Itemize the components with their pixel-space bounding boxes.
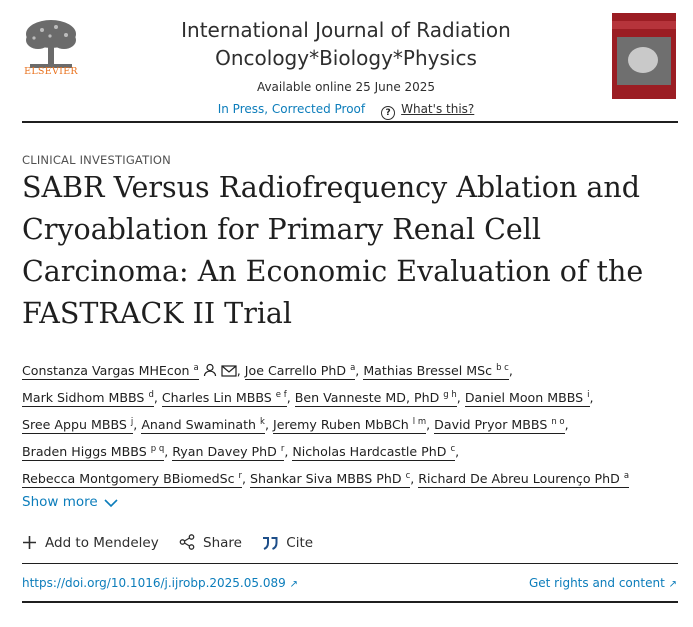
article-title: SABR Versus Radiofrequency Ablation and Cryoablation for Primary Renal Cell Carcinoma: An Economic Evaluation of the FASTRACK II Trial — [22, 171, 644, 330]
header-divider — [22, 121, 678, 123]
author-link[interactable]: Joe Carrello PhD $^a$ — [244, 363, 356, 378]
author-link[interactable]: Sree Appu MBBS $^j$ — [22, 417, 134, 432]
available-online-date: Available online 25 June 2025 — [256, 80, 436, 94]
journal-title[interactable]: International Journal of Radiation Oncology*Biology*Physics — [181, 18, 511, 70]
author-link[interactable]: Mark Sidhom MBBS $^d$ — [22, 390, 154, 405]
help-circle-icon: ? — [381, 106, 395, 120]
show-more-button[interactable] — [22, 494, 118, 510]
share-icon — [179, 534, 195, 550]
journal-cover[interactable] — [612, 13, 676, 99]
author-link[interactable]: Nicholas Hardcastle PhD $^c$ — [292, 444, 456, 459]
cite-button[interactable] — [262, 535, 313, 551]
author-list: Constanza Vargas MHEcon $^a$ , Joe Carrello PhD $^a$, Mathias Bressel MSc $^{b c}$, Mark Sidhom MBBS $^d$, Charles Lin MBBS $^{e f}$, Ben Vanneste MD, PhD $^{g h}$, Daniel Moon MBBS $^i$, Sree Appu MBBS $^j$, Anand Swaminath $^k$, Jeremy Ruben MbBCh $^{l m}$, David Pryor MBBS $^{n o}$, Braden Higgs MBBS $^{p q}$, Ryan Davey PhD $^r$, Nicholas Hardcastle PhD $^c$, Rebecca Montgomery BBiomedSc $^r$, Shankar Siva MBBS PhD $^c$, Richard De Abreu Lourenço PhD $^a$ — [22, 363, 630, 486]
author-link[interactable]: Anand Swaminath $^k$ — [141, 417, 265, 432]
author-link[interactable]: Charles Lin MBBS $^{e f}$ — [161, 390, 287, 405]
quote-icon — [262, 537, 278, 550]
actions-divider — [22, 563, 678, 564]
external-arrow-icon: ↗ — [289, 579, 298, 590]
person-icon[interactable] — [203, 363, 217, 377]
article-section-label: CLINICAL INVESTIGATION — [22, 153, 171, 167]
author-link[interactable]: Jeremy Ruben MbBCh $^{l m}$ — [272, 417, 427, 432]
add-to-mendeley-button[interactable] — [22, 535, 159, 551]
press-status-row — [150, 102, 542, 120]
article-actions — [22, 534, 329, 551]
cover-image-detail — [628, 47, 658, 73]
doi-link[interactable]: https://doi.org/10.1016/j.ijrobp.2025.05.089 ↗ — [22, 576, 298, 590]
chevron-down-icon — [104, 499, 118, 508]
plus-icon — [22, 535, 37, 550]
show-more-label: Show more — [22, 494, 98, 510]
external-arrow-icon: ↗ — [668, 579, 677, 590]
author-link[interactable]: Richard De Abreu Lourenço PhD $^a$ — [418, 471, 630, 486]
author-link[interactable]: Rebecca Montgomery BBiomedSc $^r$ — [22, 471, 243, 486]
publisher-name: ELSEVIER — [24, 66, 78, 77]
press-status-link[interactable]: In Press, Corrected Proof — [217, 102, 366, 116]
add-to-mendeley-label: Add to Mendeley — [45, 535, 159, 551]
author-link[interactable]: David Pryor MBBS $^{n o}$ — [434, 417, 565, 432]
author-link[interactable]: Constanza Vargas MHEcon $^a$ — [22, 363, 199, 378]
author-link[interactable]: Mathias Bressel MSc $^{b c}$ — [363, 363, 509, 378]
cite-label: Cite — [286, 535, 314, 551]
share-button[interactable] — [179, 534, 242, 551]
author-link[interactable]: Daniel Moon MBBS $^i$ — [464, 390, 590, 405]
email-icon[interactable] — [221, 365, 237, 377]
author-link[interactable]: Shankar Siva MBBS PhD $^c$ — [250, 471, 411, 486]
cover-band — [612, 21, 676, 29]
author-link[interactable]: Ben Vanneste MD, PhD $^{g h}$ — [294, 390, 457, 405]
journal-header — [0, 0, 693, 122]
share-label: Share — [203, 535, 242, 551]
author-link[interactable]: Ryan Davey PhD $^r$ — [172, 444, 285, 459]
whats-this-link[interactable]: What's this? — [401, 102, 475, 116]
rights-link[interactable]: Get rights and content ↗ — [528, 576, 677, 590]
author-link[interactable]: Braden Higgs MBBS $^{p q}$ — [22, 444, 165, 459]
footer-divider — [22, 601, 678, 603]
